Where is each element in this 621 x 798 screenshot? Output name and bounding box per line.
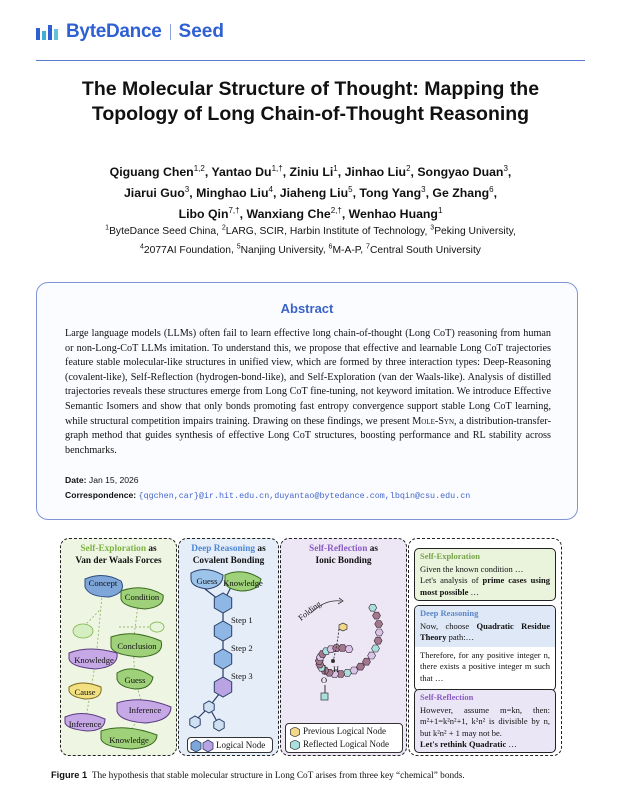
- panel-self-reflection: [280, 538, 407, 756]
- step-3-label: Step 3: [231, 671, 253, 681]
- card3-line1: However, assume m=kn, then: m²+1=k²n²+1, k²n² is divisible by n, but k²n² + 1 may not be.: [420, 704, 550, 738]
- author-name: Libo Qin$^{7,\dagger}$: [178, 206, 240, 222]
- reasoning-node-hex: [214, 621, 231, 641]
- panel2-legend: [187, 737, 273, 753]
- date-line: [65, 475, 139, 485]
- node-inference-2: Inference: [68, 719, 102, 729]
- panel1-title-line2: Van der Waals Forces: [75, 556, 162, 566]
- author-affil-mark: 1,†: [271, 164, 283, 173]
- step-2-label: Step 2: [231, 643, 253, 653]
- date-value: Jan 15, 2026: [88, 475, 139, 485]
- author-affil-mark: 4: [268, 185, 273, 195]
- caption-label: Figure 1: [51, 770, 88, 780]
- panel2-title-line2: Covalent Bonding: [192, 556, 265, 566]
- author-name: Jiarui Guo$^3$: [123, 185, 190, 201]
- reasoning-node-hex: [204, 701, 214, 713]
- author-name: Qiguang Chen$^{1,2}$: [109, 164, 205, 180]
- card2-text-1: [415, 621, 555, 647]
- reasoning-node-hex: [190, 716, 200, 728]
- logical-node-icon: [190, 739, 216, 753]
- brand-name: ByteDance: [66, 21, 162, 42]
- abstract-text-part2: , a distribution-transfer-graph method that guides synthesis of effective Long CoT structures, boosting performance and RL stability across benchmarks.: [65, 415, 551, 456]
- affiliation: $^3$Peking University: [430, 225, 513, 238]
- method-name: Mole-Syn: [412, 415, 455, 427]
- reflection-node-hex: [345, 646, 353, 653]
- card2-line1-bold: Quadratic Residue Theory: [420, 620, 550, 642]
- reflection-node-hex: [369, 604, 377, 611]
- correspondence-line: [65, 490, 470, 501]
- reflection-node-hex: [368, 652, 376, 659]
- step-1-label: Step 1: [231, 615, 253, 625]
- node-knowledge: Knowledge: [74, 655, 114, 665]
- card1-line1: Given the known condition …: [420, 563, 524, 574]
- card2-line1: Now, choose: [420, 620, 477, 631]
- reflection-node-hex: [373, 612, 381, 619]
- author-name: Tong Yang$^3$: [359, 185, 426, 201]
- author-affil-mark: 3: [184, 185, 190, 195]
- author-affil-mark: 5: [348, 185, 353, 195]
- author-affil-mark: 2,†: [330, 206, 342, 216]
- panel2-title-colored: Deep Reasoning: [191, 544, 256, 554]
- node-inference: Inference: [128, 705, 162, 715]
- previous-node-highlight: [339, 623, 347, 631]
- brand-logo: [36, 20, 224, 44]
- card3-text: [415, 705, 555, 753]
- node-knowledge-2: Knowledge: [109, 735, 149, 745]
- bytedance-logo-icon: [36, 22, 60, 42]
- author-affil-mark: 1,2: [193, 164, 205, 173]
- legend-previous-node: Previous Logical Node: [303, 726, 386, 736]
- panel-deep-reasoning: [178, 538, 279, 756]
- card3-line2-end: …: [506, 739, 517, 749]
- author-affil-mark: 1: [333, 164, 338, 173]
- paper-title: [30, 77, 591, 127]
- title-line-1: The Molecular Structure of Thought: Mapping the: [81, 78, 540, 100]
- date-label: Date:: [65, 475, 87, 485]
- author-affil-mark: 6: [489, 185, 494, 195]
- card1-line2: Let's analysis of: [420, 575, 483, 585]
- author-name: Wanxiang Che$^{2,\dagger}$: [246, 206, 342, 222]
- card-self-reflection: [414, 689, 556, 753]
- panel-examples: [408, 538, 562, 756]
- card-deep-reasoning: [414, 605, 556, 691]
- node-condition: Condition: [124, 592, 160, 602]
- atom-o: O: [321, 676, 328, 685]
- abstract-heading: Abstract: [280, 301, 334, 316]
- affiliation: $^4$2077AI Foundation: [140, 243, 231, 256]
- card2-title: Deep Reasoning: [415, 606, 555, 621]
- figure-1: [60, 538, 562, 756]
- author-affil-mark: 3: [503, 164, 508, 173]
- reasoning-hex-chain: [190, 593, 232, 731]
- atom-h: H: [333, 665, 340, 674]
- card1-title: Self-Exploration: [420, 551, 480, 561]
- panel1-title-colored: Self-Exploration: [80, 544, 146, 554]
- reflection-node-hex: [375, 629, 383, 636]
- reasoning-node-hex: [214, 677, 231, 697]
- node-knowledge-r: Knowledge: [223, 578, 263, 588]
- card2-text-2: Therefore, for any positive integer n, there exists a positive integer m such that …: [420, 649, 550, 683]
- card-self-exploration: [414, 548, 556, 601]
- affiliation: $^1$ByteDance Seed China: [105, 225, 217, 238]
- abstract-text: [65, 327, 551, 458]
- panel3-legend: [285, 723, 403, 753]
- author-affil-mark: 3: [421, 185, 426, 195]
- abstract-box: [36, 282, 578, 520]
- author-name: Minghao Liu$^4$: [196, 185, 273, 201]
- author-affil-mark: 1: [437, 206, 443, 216]
- brand-divider: [170, 24, 171, 40]
- affiliation: $^6$M-A-P: [328, 243, 361, 256]
- reasoning-node-hex: [214, 719, 224, 731]
- affiliation: $^7$Central South University: [366, 243, 481, 256]
- card3-title: Self-Reflection: [420, 692, 474, 702]
- brand-sub: Seed: [178, 21, 224, 42]
- card1-line2-bold: prime cases using most possible: [420, 575, 550, 597]
- node-concept: Concept: [88, 578, 118, 588]
- panel-self-exploration: [60, 538, 177, 756]
- reflected-node-icon: [290, 740, 300, 750]
- reflection-node-hex: [357, 663, 365, 670]
- reasoning-node-hex: [214, 593, 231, 613]
- reflection-node-hex: [375, 621, 383, 628]
- panel3-title-colored: Self-Reflection: [309, 544, 368, 554]
- folding-label: Folding: [296, 599, 323, 623]
- reflection-node-hex: [363, 658, 371, 665]
- figure-caption: [51, 770, 465, 781]
- author-affil-mark: 2: [406, 164, 411, 173]
- legend-reflected-node: Reflected Logical Node: [303, 739, 389, 749]
- caption-text: The hypothesis that stable molecular structure in Long CoT arises from three key “chemical” bonds.: [91, 771, 465, 781]
- reflection-node-hex: [343, 669, 351, 676]
- card1-line2-end: …: [468, 586, 480, 597]
- author-name: Songyao Duan$^3$: [417, 164, 508, 180]
- panel3-title-rest: as: [367, 544, 378, 554]
- panel1-diagram: [61, 539, 178, 757]
- affiliation-list: $^1$ByteDance Seed China, $^2$LARG, SCIR, Harbin Institute of Technology, $^3$Peking University, $^4$2077AI Foundation, $^5$Nanjing University, $^6$M-A-P, $^7$Central South University: [105, 225, 516, 256]
- reasoning-node-hex: [214, 649, 231, 669]
- author-affil-mark: 7,†: [228, 206, 240, 216]
- legend-logical-node: Logical Node: [216, 740, 266, 750]
- correspondence-label: Correspondence:: [65, 490, 137, 500]
- panel3-title-line2: Ionic Bonding: [315, 556, 372, 566]
- previous-node-icon: [290, 727, 300, 737]
- reflection-node-hex: [374, 637, 382, 644]
- panel2-diagram: [179, 539, 280, 757]
- author-name: Yantao $Du^{1,\dagger}$: [211, 164, 283, 180]
- author-name: Wenhao Huang$^1$: [348, 206, 443, 222]
- author-list: Qiguang Chen$^{1,2}$, Yantao $Du^{1,\dagger}$, Ziniu Li$^1$, Jinhao Liu$^2$, Songyao Duan$^3$, Jiarui Guo$^3$, Minghao Liu$^4$, Jiaheng Liu$^5$, Tong Yang$^3$, Ge Zhang$^6$, Libo Qin$^{7,\dagger}$, Wanxiang Che$^{2,\dagger}$, Wenhao Huang$^1$: [109, 164, 512, 222]
- title-line-2: Topology of Long Chain-of-Thought Reasoning: [91, 103, 530, 125]
- author-name: Ziniu Li$^1$: [289, 164, 338, 180]
- panel1-title-rest: as: [146, 544, 157, 554]
- header-rule: [36, 60, 585, 61]
- correspondence-emails[interactable]: {qgchen,car}@ir.hit.edu.cn,duyantao@bytedance.com,lbqin@csu.edu.cn: [138, 491, 471, 501]
- reflection-node-hex: [372, 645, 380, 652]
- author-name: Jinhao Liu$^2$: [344, 164, 411, 180]
- node-conclusion: Conclusion: [117, 641, 157, 651]
- author-name: Jiaheng Liu$^5$: [279, 185, 353, 201]
- node-cause: Cause: [74, 687, 96, 697]
- author-name: Ge Zhang$^6$: [432, 185, 494, 201]
- node-guess: Guess: [124, 675, 146, 685]
- card1-text: [415, 564, 555, 601]
- affiliation: $^2$LARG, SCIR, Harbin Institute of Technology: [221, 225, 425, 238]
- abstract-text-part1: Large language models (LLMs) often fail to learn effective long chain-of-thought (Long CoT) reasoning from human or non-Long-CoT LLMs imitation. To understand this, we propose that effective and learnable Long CoT trajectories feature stable molecular-like structures in unified view, which are formed by three interaction types: Deep-Reasoning (covalent-like), Self-Reflection (hydrogen-bond-like), and Self-Exploration (van der Waals-like). Analysis of distilled trajectories reveals these structures emerge from Long CoT fine-tuning, not keyword imitation. We introduce Effective Semantic Isomers and show that only bonds promoting fast entropy convergence support stable Long CoT learning, while structural competition impairs training. Drawing on these findings, we present: [65, 328, 551, 427]
- node-guess-r: Guess: [196, 576, 218, 586]
- affiliation: $^5$Nanjing University: [236, 243, 323, 256]
- card2-line1-end: path:…: [446, 632, 475, 642]
- card3-line2-bold: Let's rethink Quadratic: [420, 739, 507, 749]
- panel2-title-rest: as: [255, 544, 266, 554]
